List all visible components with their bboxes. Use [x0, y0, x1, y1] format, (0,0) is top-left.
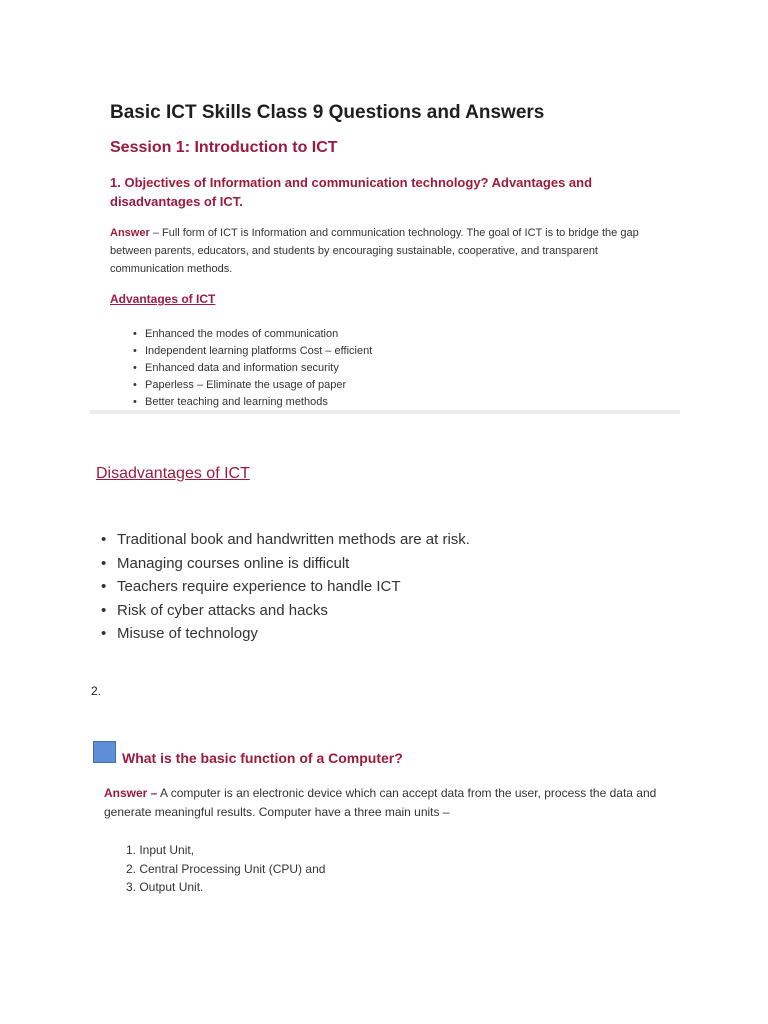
answer-text: A computer is an electronic device which can accept data from the user, process the data and generate meaningful results. Computer have a three main units – [104, 786, 657, 819]
list-item: 1. Input Unit, [126, 843, 195, 857]
list-item: • Enhanced the modes of communication [145, 326, 372, 343]
advantages-list [145, 326, 372, 411]
answer-2 [104, 784, 674, 822]
page-title: Basic ICT Skills Class 9 Questions and Answers [110, 102, 545, 123]
disadvantages-list [117, 528, 470, 646]
answer-1 [110, 224, 670, 278]
answer-text: – Full form of ICT is Information and communication technology. The goal of ICT is to bridge the gap between parents, educators, and students by encouraging sustainable, cooperative, and transparent communication methods. [110, 227, 639, 275]
advantages-heading: Advantages of ICT [110, 292, 216, 306]
question-number-2: 2. [91, 684, 102, 698]
list-item: • Enhanced data and information security [145, 360, 372, 377]
session-heading: Session 1: Introduction to ICT [110, 139, 338, 156]
list-item: • Traditional book and handwritten methods are at risk. [117, 528, 470, 552]
list-item: 3. Output Unit. [126, 880, 204, 894]
list-item: • Risk of cyber attacks and hacks [117, 599, 470, 623]
blue-square-icon [93, 741, 116, 763]
list-item: • Misuse of technology [117, 622, 470, 646]
question-3: What is the basic function of a Computer? [122, 750, 403, 766]
divider [90, 410, 680, 414]
question-1: 1. Objectives of Information and communication technology? Advantages and disadvantages of ICT. [110, 175, 593, 209]
list-item: • Better teaching and learning methods [145, 394, 372, 411]
list-item: • Independent learning platforms Cost – efficient [145, 343, 372, 360]
answer-label: Answer [110, 227, 150, 239]
list-item: • Paperless – Eliminate the usage of paper [145, 377, 372, 394]
disadvantages-heading: Disadvantages of ICT [96, 465, 250, 482]
answer-label: Answer – [104, 786, 158, 800]
list-item: • Managing courses online is difficult [117, 552, 470, 576]
list-item: 2. Central Processing Unit (CPU) and [126, 861, 326, 876]
list-item: • Teachers require experience to handle ICT [117, 575, 470, 599]
units-list [126, 841, 325, 897]
